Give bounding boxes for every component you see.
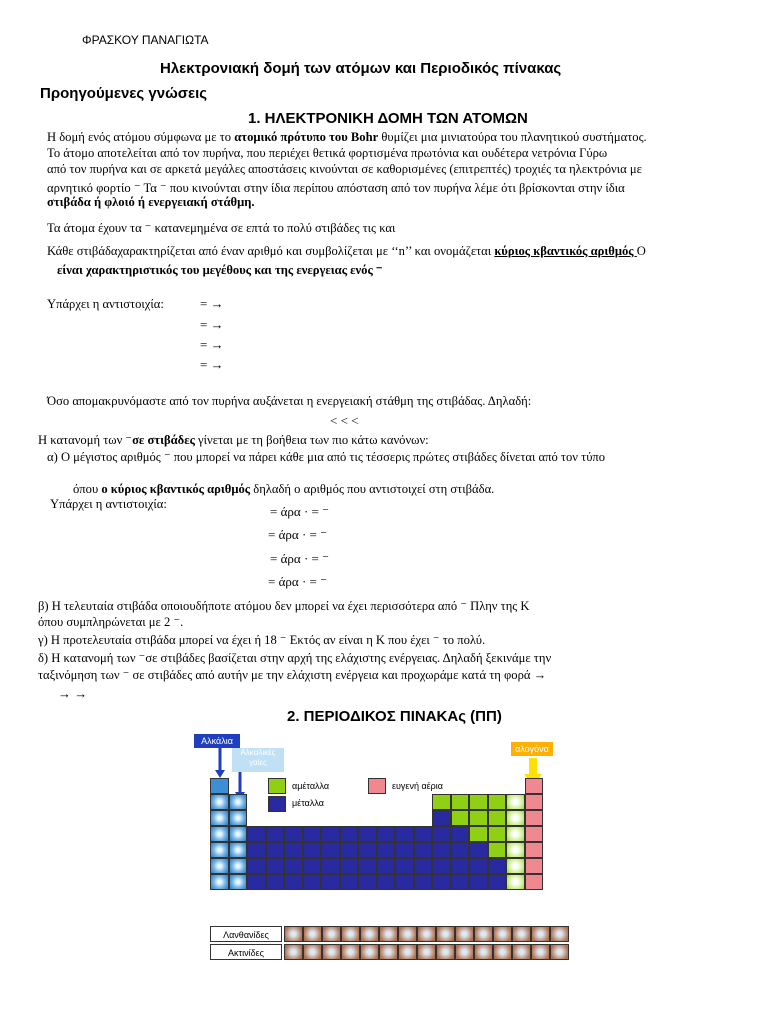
pt-cell bbox=[358, 826, 377, 842]
rule-d-line1: δ) Η κατανομή των ⁻σε στιβάδες βασίζεται στην αρχή της ελάχιστης ενέργειας. Δηλαδή ξεκινάμε την bbox=[38, 651, 552, 665]
pt-cell bbox=[229, 810, 248, 826]
pt-fblock-cell bbox=[379, 926, 398, 942]
pt-cell bbox=[229, 794, 248, 810]
rule-a-line2: όπου ο κύριος κβαντικός αριθμός δηλαδή ο αριθμός που αντιστοιχεί στη στιβάδα. bbox=[73, 482, 495, 496]
pt-fblock-cell bbox=[512, 944, 531, 960]
pt-cell bbox=[525, 874, 544, 890]
pt-fblock-cell bbox=[303, 926, 322, 942]
pt-cell bbox=[358, 858, 377, 874]
pt-fblock-cell bbox=[455, 926, 474, 942]
pt-cell bbox=[488, 858, 507, 874]
pt-cell bbox=[266, 858, 285, 874]
section-heading-2: 2. ΠΕΡΙΟΔΙΚΟΣ ΠΙΝΑΚΑς (ΠΠ) bbox=[287, 708, 502, 725]
pt-cell bbox=[210, 874, 229, 890]
rule-a-row: = άρα · = ⁻ bbox=[270, 504, 329, 519]
rule-b-line1: β) Η τελευταία στιβάδα οποιουδήποτε ατόμου δεν μπορεί να έχει περισσότερα από ⁻ Πλην της Κ bbox=[38, 599, 530, 613]
pt-fblock-cell bbox=[303, 944, 322, 960]
p5: Η κατανομή των ⁻σε στιβάδες γίνεται με τη βοήθεια των πιο κάτω κανόνων: bbox=[38, 433, 429, 447]
lanthanides-label: Λανθανίδες bbox=[210, 926, 282, 942]
pt-cell bbox=[395, 874, 414, 890]
pt-cell bbox=[432, 826, 451, 842]
pt-cell bbox=[303, 826, 322, 842]
pt-cell bbox=[506, 810, 525, 826]
pt-cell bbox=[414, 858, 433, 874]
rule-b-line2: όπου συμπληρώνεται με 2 ⁻. bbox=[38, 615, 184, 629]
pt-cell bbox=[229, 858, 248, 874]
pt-cell bbox=[266, 874, 285, 890]
legend-nonmetals-swatch bbox=[268, 778, 286, 794]
section-heading-1: 1. ΗΛΕΚΤΡΟΝΙΚΗ ΔΟΜΗ ΤΩΝ ΑΤΟΜΩΝ bbox=[248, 110, 528, 127]
pt-fblock-cell bbox=[360, 926, 379, 942]
pt-cell bbox=[395, 826, 414, 842]
rule-a-row: = άρα · = ⁻ bbox=[268, 574, 327, 589]
pt-fblock-cell bbox=[341, 926, 360, 942]
pt-cell bbox=[303, 874, 322, 890]
pt-cell bbox=[210, 810, 229, 826]
pt-fblock-cell bbox=[360, 944, 379, 960]
rule-a-line1: α) Ο μέγιστος αριθμός ⁻ που μπορεί να πάρει κάθε μια από τις τέσσερις πρώτες στιβάδες δίνεται από τον τύπο bbox=[47, 450, 606, 464]
corr-row: = → bbox=[200, 296, 224, 311]
pt-cell bbox=[395, 842, 414, 858]
pt-cell bbox=[247, 874, 266, 890]
pt-cell bbox=[432, 794, 451, 810]
pt-cell bbox=[469, 874, 488, 890]
pt-cell bbox=[340, 858, 359, 874]
pt-fblock-cell bbox=[284, 926, 303, 942]
pt-fblock-cell bbox=[417, 926, 436, 942]
pt-cell bbox=[488, 842, 507, 858]
alkaline-earth-label: Αλκαλικές γαίες bbox=[232, 748, 284, 772]
pt-cell bbox=[340, 826, 359, 842]
pt-cell bbox=[321, 842, 340, 858]
pt-cell bbox=[247, 858, 266, 874]
pt-cell bbox=[321, 858, 340, 874]
pt-cell bbox=[414, 842, 433, 858]
pt-fblock-cell bbox=[512, 926, 531, 942]
p1-line1: Η δομή ενός ατόμου σύμφωνα με το ατομικό πρότυπο του Bohr θυμίζει μια μινιατούρα του πλανητικού συστήματος. bbox=[47, 130, 647, 144]
pt-fblock-cell bbox=[550, 926, 569, 942]
pt-cell bbox=[525, 858, 544, 874]
pt-cell bbox=[395, 858, 414, 874]
pt-fblock-cell bbox=[474, 926, 493, 942]
pt-cell bbox=[229, 826, 248, 842]
periodic-table bbox=[201, 730, 579, 958]
pt-cell bbox=[321, 874, 340, 890]
pt-cell bbox=[303, 842, 322, 858]
pt-cell bbox=[229, 842, 248, 858]
rule-d-line2: ταξινόμηση των ⁻ σε στιβάδες από αυτήν με την ελάχιστη ενέργεια και προχωράμε κατά τη φορά → bbox=[38, 668, 547, 682]
p3-line1: Κάθε στιβάδαχαρακτηρίζεται από έναν αριθμό και συμβολίζεται με ‘‘n’’ και ονομάζεται κύριος κβαντικός αριθμός Ο bbox=[47, 244, 646, 258]
corr-row: = → bbox=[200, 317, 224, 332]
pt-cell bbox=[525, 826, 544, 842]
inequality: < < < bbox=[330, 413, 359, 428]
pt-cell bbox=[469, 826, 488, 842]
pt-cell bbox=[488, 826, 507, 842]
pt-cell bbox=[414, 874, 433, 890]
pt-cell bbox=[284, 874, 303, 890]
pt-fblock-cell bbox=[531, 926, 550, 942]
alkali-label: Αλκάλια bbox=[194, 734, 240, 748]
pt-cell bbox=[414, 826, 433, 842]
pt-cell bbox=[358, 842, 377, 858]
document-title: Ηλεκτρονιακή δομή των ατόμων και Περιοδικός πίνακας bbox=[160, 60, 562, 77]
rule-d-line3: → → bbox=[58, 686, 88, 701]
pt-cell bbox=[488, 794, 507, 810]
pt-cell bbox=[525, 778, 544, 794]
pt-cell bbox=[377, 858, 396, 874]
pt-cell bbox=[266, 826, 285, 842]
pt-cell bbox=[432, 810, 451, 826]
pt-cell bbox=[506, 842, 525, 858]
pt-cell bbox=[451, 810, 470, 826]
p1-line2: Το άτομο αποτελείται από τον πυρήνα, που περιέχει θετικά φορτισμένα πρωτόνια και ουδέτερα νετρόνια Γύρω bbox=[47, 146, 608, 160]
pt-cell bbox=[210, 826, 229, 842]
p3-line2: είναι χαρακτηριστικός του μεγέθους και της ενεργειας ενός ⁻ bbox=[57, 263, 383, 277]
pt-fblock-cell bbox=[455, 944, 474, 960]
pt-fblock-cell bbox=[398, 926, 417, 942]
rule-a-row: = άρα · = ⁻ bbox=[270, 551, 329, 566]
pt-cell bbox=[432, 874, 451, 890]
pt-cell bbox=[284, 826, 303, 842]
pt-cell bbox=[377, 826, 396, 842]
corr-row: = → bbox=[200, 357, 224, 372]
pt-cell bbox=[488, 810, 507, 826]
pt-cell bbox=[340, 842, 359, 858]
legend-nonmetals: αμέταλλα bbox=[292, 781, 330, 791]
pt-cell bbox=[469, 858, 488, 874]
pt-cell bbox=[321, 826, 340, 842]
pt-cell bbox=[377, 842, 396, 858]
pt-cell bbox=[506, 858, 525, 874]
pt-cell bbox=[488, 874, 507, 890]
pt-cell bbox=[451, 858, 470, 874]
pt-fblock-cell bbox=[284, 944, 303, 960]
legend-noble: ευγενή αέρια bbox=[392, 781, 443, 791]
pt-cell bbox=[284, 842, 303, 858]
pt-fblock-cell bbox=[474, 944, 493, 960]
pt-fblock-cell bbox=[531, 944, 550, 960]
pt-cell bbox=[451, 874, 470, 890]
pt-cell bbox=[451, 842, 470, 858]
pt-cell bbox=[210, 778, 229, 794]
pt-fblock-cell bbox=[436, 926, 455, 942]
rule-g: γ) Η προτελευταία στιβάδα μπορεί να έχει ή 18 ⁻ Εκτός αν είναι η Κ που έχει ⁻ το πολύ. bbox=[38, 633, 486, 647]
pt-cell bbox=[525, 794, 544, 810]
p1-line5: στιβάδα ή φλοιό ή ενεργειακή στάθμη. bbox=[47, 195, 255, 209]
pt-fblock-cell bbox=[341, 944, 360, 960]
subtitle: Προηγούμενες γνώσεις bbox=[40, 85, 208, 102]
pt-fblock-cell bbox=[417, 944, 436, 960]
pt-cell bbox=[451, 826, 470, 842]
pt-cell bbox=[284, 858, 303, 874]
p1-line3: από τον πυρήνα και σε αρκετά μεγάλες αποστάσεις κινούνται σε καθορισμένες (επιτρεπτές) τροχιές τα ηλεκτρόνια με bbox=[47, 162, 642, 176]
pt-cell bbox=[432, 842, 451, 858]
pt-cell bbox=[210, 842, 229, 858]
legend-metals: μέταλλα bbox=[292, 798, 324, 808]
pt-cell bbox=[525, 810, 544, 826]
pt-fblock-cell bbox=[379, 944, 398, 960]
pt-cell bbox=[229, 874, 248, 890]
rule-a-line3: Υπάρχει η αντιστοιχία: bbox=[50, 497, 167, 511]
pt-fblock-cell bbox=[398, 944, 417, 960]
pt-cell bbox=[506, 826, 525, 842]
pt-fblock-cell bbox=[436, 944, 455, 960]
actinides-label: Ακτινίδες bbox=[210, 944, 282, 960]
pt-fblock-cell bbox=[493, 926, 512, 942]
p4: Όσο απομακρυνόμαστε από τον πυρήνα αυξάνεται η ενεργειακή στάθμη της στιβάδας. Δηλαδή: bbox=[47, 394, 532, 408]
pt-cell bbox=[506, 874, 525, 890]
p2: Τα άτομα έχουν τα ⁻ κατανεμημένα σε επτά το πολύ στιβάδες τις και bbox=[47, 221, 396, 235]
pt-cell bbox=[469, 842, 488, 858]
p1-line4: αρνητικό φορτίο ⁻ Τα ⁻ που κινούνται στην ίδια περίπου απόσταση από τον πυρήνα λέμε ότι βρίσκονται στην ίδια bbox=[47, 181, 625, 195]
pt-fblock-cell bbox=[322, 926, 341, 942]
pt-cell bbox=[506, 794, 525, 810]
pt-cell bbox=[247, 826, 266, 842]
legend-metals-swatch bbox=[268, 796, 286, 812]
pt-cell bbox=[469, 794, 488, 810]
pt-cell bbox=[469, 810, 488, 826]
rule-a-row: = άρα · = ⁻ bbox=[268, 527, 327, 542]
pt-fblock-cell bbox=[550, 944, 569, 960]
pt-fblock-cell bbox=[493, 944, 512, 960]
legend-noble-swatch bbox=[368, 778, 386, 794]
pt-cell bbox=[210, 858, 229, 874]
pt-cell bbox=[247, 842, 266, 858]
pt-cell bbox=[303, 858, 322, 874]
pt-cell bbox=[525, 842, 544, 858]
pt-cell bbox=[210, 794, 229, 810]
pt-cell bbox=[432, 858, 451, 874]
pt-cell bbox=[266, 842, 285, 858]
pt-cell bbox=[377, 874, 396, 890]
corr-row: = → bbox=[200, 337, 224, 352]
pt-fblock-cell bbox=[322, 944, 341, 960]
halogen-label: αλογόνα bbox=[511, 742, 553, 756]
pt-cell bbox=[340, 874, 359, 890]
pt-cell bbox=[451, 794, 470, 810]
author-name: ΦΡΑΣΚΟΥ ΠΑΝΑΓΙΩΤΑ bbox=[82, 33, 209, 47]
correspondence-label: Υπάρχει η αντιστοιχία: bbox=[47, 297, 164, 311]
pt-cell bbox=[358, 874, 377, 890]
